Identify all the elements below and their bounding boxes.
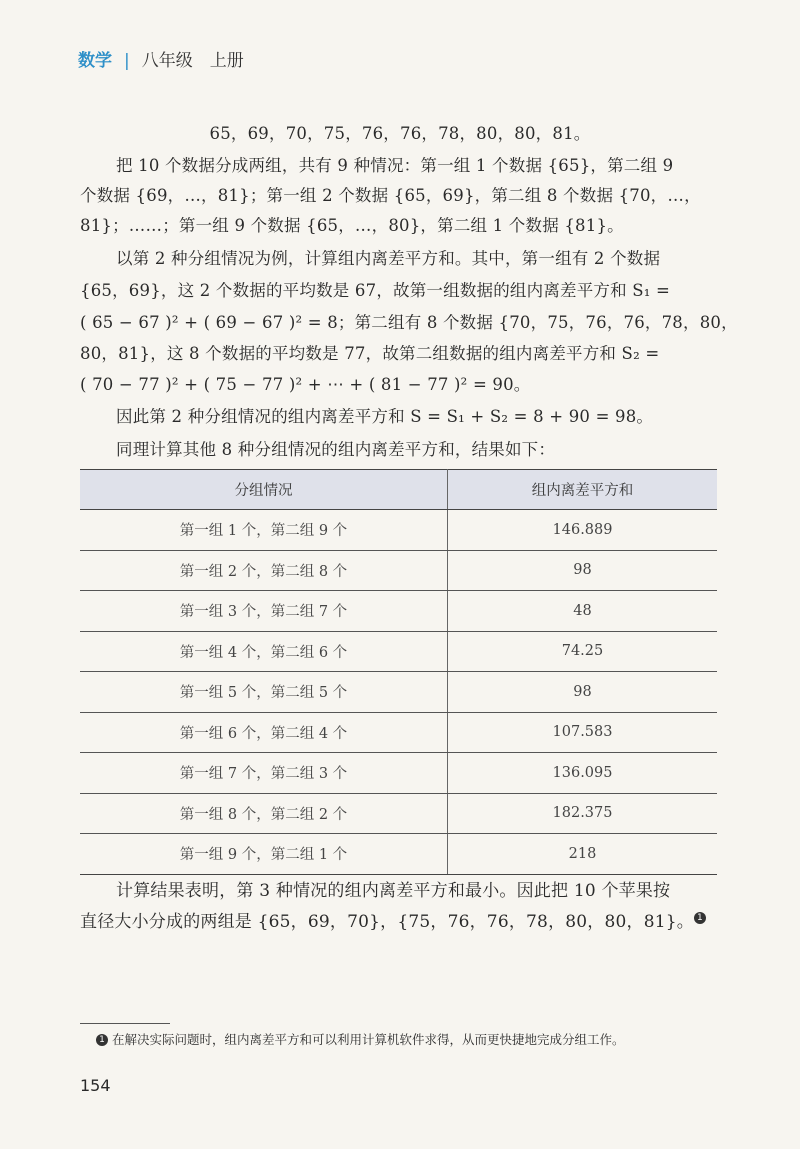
footnote-divider [80, 1023, 170, 1024]
paragraph-line: 把 10 个数据分成两组，共有 9 种情况：第一组 1 个数据 {65}，第二组 9 [116, 156, 674, 175]
cell-value: 218 [448, 834, 718, 875]
formula-line: ( 65 − 67 )² + ( 69 − 67 )² = 8；第二组有 8 个数据 {70，75，76，76，78，80， [80, 313, 738, 332]
table-row [80, 793, 717, 834]
table-row [80, 672, 717, 713]
conclusion-text: 直径大小分成的两组是 {65，69，70}，{75，76，76，78，80，80，81}。 [80, 912, 694, 932]
formula-line: ( 70 − 77 )² + ( 75 − 77 )² + ⋯ + ( 81 − 77 )² = 90。 [80, 375, 531, 394]
footnote-text: 在解决实际问题时，组内离差平方和可以利用计算机软件求得，从而更快捷地完成分组工作。 [112, 1032, 625, 1047]
footnote-marker-icon[interactable]: 1 [694, 912, 706, 924]
paragraph-line: 计算结果表明，第 3 种情况的组内离差平方和最小。因此把 10 个苹果按 [116, 881, 671, 901]
column-header-grouping: 分组情况 [80, 470, 448, 510]
table-row [80, 510, 717, 551]
paragraph-line: 以第 2 种分组情况为例，计算组内离差平方和。其中，第一组有 2 个数据 [116, 249, 661, 268]
footnote-number-icon: 1 [96, 1034, 108, 1046]
table-row [80, 550, 717, 591]
table-row [80, 591, 717, 632]
cell-grouping: 第一组 9 个，第二组 1 个 [80, 834, 448, 875]
header-subject: 数学 [78, 51, 112, 71]
header-grade: 八年级 上册 [141, 51, 244, 71]
cell-value: 182.375 [448, 793, 718, 834]
table-row [80, 753, 717, 794]
paragraph-line: 因此第 2 种分组情况的组内离差平方和 S = S₁ + S₂ = 8 + 90 = 98。 [116, 407, 654, 426]
results-table [80, 469, 717, 875]
cell-grouping: 第一组 1 个，第二组 9 个 [80, 510, 448, 551]
cell-grouping: 第一组 5 个，第二组 5 个 [80, 672, 448, 713]
paragraph-line: {65，69}，这 2 个数据的平均数是 67，故第一组数据的组内离差平方和 S₁ = [80, 281, 671, 300]
paragraph-line: 81}；……；第一组 9 个数据 {65，…，80}，第二组 1 个数据 {81}。 [80, 216, 624, 235]
cell-grouping: 第一组 3 个，第二组 7 个 [80, 591, 448, 632]
column-header-sum-of-squares: 组内离差平方和 [448, 470, 718, 510]
data-line: 65，69，70，75，76，76，78，80，80，81。 [209, 124, 591, 143]
cell-value: 98 [448, 550, 718, 591]
table-header-row [80, 470, 717, 510]
cell-grouping: 第一组 8 个，第二组 2 个 [80, 793, 448, 834]
cell-value: 48 [448, 591, 718, 632]
table-row [80, 834, 717, 875]
table-row [80, 631, 717, 672]
paragraph-line: 个数据 {69，…，81}；第一组 2 个数据 {65，69}，第二组 8 个数据 {70，…， [80, 186, 701, 205]
cell-grouping: 第一组 4 个，第二组 6 个 [80, 631, 448, 672]
cell-grouping: 第一组 6 个，第二组 4 个 [80, 712, 448, 753]
page-number: 154 [80, 1076, 111, 1095]
cell-value: 107.583 [448, 712, 718, 753]
cell-grouping: 第一组 2 个，第二组 8 个 [80, 550, 448, 591]
cell-value: 146.889 [448, 510, 718, 551]
paragraph-line [80, 907, 706, 932]
header-separator: | [124, 51, 130, 71]
paragraph-line: 80，81}，这 8 个数据的平均数是 77，故第二组数据的组内离差平方和 S₂ = [80, 344, 660, 363]
table-row [80, 712, 717, 753]
cell-grouping: 第一组 7 个，第二组 3 个 [80, 753, 448, 794]
cell-value: 74.25 [448, 631, 718, 672]
paragraph-line: 同理计算其他 8 种分组情况的组内离差平方和，结果如下： [116, 440, 556, 459]
cell-value: 98 [448, 672, 718, 713]
running-header [78, 46, 244, 71]
cell-value: 136.095 [448, 753, 718, 794]
